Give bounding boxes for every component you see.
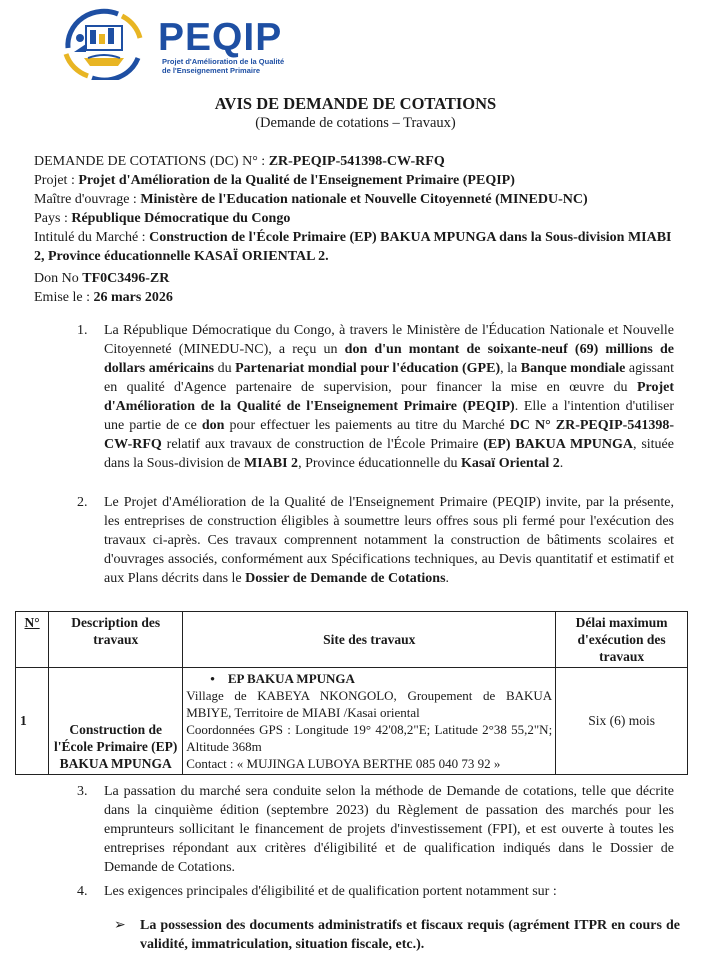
meta-dc-value: ZR-PEQIP-541398-CW-RFQ (268, 154, 445, 169)
paragraph-4-text: Les exigences principales d'éligibilité et de qualification portent notamment sur : (104, 884, 557, 899)
row-site-title-text: EP BAKUA MPUNGA (227, 671, 355, 686)
meta-pays (34, 209, 684, 228)
paragraph-1-number: 1. (77, 323, 88, 338)
row-site-line1: Village de KABEYA NKONGOLO, Groupement de BAKUA MBIYE, Territoire de MIABI /Kasai oriental (186, 688, 553, 720)
p1-text: du (214, 361, 236, 376)
p1-text: relatif aux travaux de construction de l'École Primaire (161, 437, 484, 452)
meta-pays-value: République Démocratique du Congo (71, 211, 291, 226)
row-site-line3: Contact : « MUJINGA LUBOYA BERTHE 085 040 73 92 » (186, 756, 501, 771)
meta-projet (34, 171, 684, 190)
meta-intitule-label: Intitulé du Marché : (34, 230, 150, 245)
p1-bold: don (201, 418, 225, 433)
meta-don-label: Don No (34, 271, 83, 286)
requirement-bullet-text: La possession des documents administratifs et fiscaux requis (agrément ITPR en cours de validité, immatriculation, situation fiscale, etc.). (140, 918, 680, 952)
p1-bold: DC N° ZR-PEQIP-541398-CW-RFQ (104, 418, 674, 452)
p1-bold: don d'un montant de soixante-neuf (69) millions de dollars américains (104, 342, 674, 376)
meta-pays-label: Pays : (34, 211, 72, 226)
meta-emise-value: 26 mars 2026 (93, 290, 173, 305)
p1-bold: Kasaï Oriental 2 (460, 456, 560, 471)
p2-text: Le Projet d'Amélioration de la Qualité de l'Enseignement Primaire (PEQIP) invite, par la présente, les entreprises de construction éligibles à soumettre leurs offres sous pli fermé pour l'exécution des travaux ci-après. Ces travaux comprennent notamment la construction de bâtiments scolaires et d'ouvrages associés, conformément aux Spécifications techniques, au Devis quantitatif et estimatif et aux Plans décrits dans le (104, 495, 674, 586)
p1-text: . Elle a l'intention d'utiliser une partie de ce (104, 399, 674, 433)
document-subtitle: (Demande de cotations – Travaux) (255, 115, 456, 131)
p1-bold: Partenariat mondial pour l'éducation (GPE) (235, 361, 501, 376)
meta-maitre-value: Ministère de l'Education nationale et Nouvelle Citoyenneté (MINEDU-NC) (140, 192, 588, 207)
paragraph-2-number: 2. (77, 495, 88, 510)
header-delay: Délai maximum d'exécution des travaux (556, 612, 688, 668)
header-site: Site des travaux (183, 612, 556, 668)
row-site (183, 668, 556, 775)
meta-projet-label: Projet : (34, 173, 79, 188)
row-num: 1 (16, 668, 49, 775)
p1-text: . (559, 456, 564, 471)
p1-bold: (EP) BAKUA MPUNGA (483, 437, 633, 452)
p1-text: agissant en qualité d'Agence partenaire de supervision, pour financer la mise en œuvre du (104, 361, 675, 395)
header-num: N° (16, 612, 49, 668)
logo-wordmark: PEQIP (158, 16, 283, 59)
table-header-row (16, 612, 688, 668)
meta-dc-label: DEMANDE DE COTATIONS (DC) N° : (34, 154, 269, 169)
p2-bold: Dossier de Demande de Cotations (245, 571, 446, 586)
row-site-line2: Coordonnées GPS : Longitude 19° 42'08,2"E; Latitude 2°38 55,2"N; Altitude 368m (186, 722, 553, 754)
meta-intitule-value: Construction de l'École Primaire (EP) BAKUA MPUNGA dans la Sous-division MIABI 2, Province éducationnelle KASAÏ ORIENTAL 2. (34, 230, 672, 264)
header-description: Description des travaux (49, 612, 183, 668)
paragraph-4 (77, 882, 674, 901)
row-description: Construction de l'École Primaire (EP) BAKUA MPUNGA (49, 668, 183, 775)
logo-subtitle-line1: Projet d'Amélioration de la Qualité (162, 57, 285, 66)
meta-intitule (34, 228, 684, 266)
meta-emise (34, 288, 684, 307)
meta-block (34, 152, 684, 307)
p1-text: , Province éducationnelle du (298, 456, 461, 471)
meta-emise-label: Emise le : (34, 290, 94, 305)
paragraph-3 (77, 782, 674, 877)
p1-text: , située dans la Sous-division de (104, 437, 674, 471)
paragraph-3-number: 3. (77, 784, 88, 799)
meta-projet-value: Projet d'Amélioration de la Qualité de l'Enseignement Primaire (PEQIP) (78, 173, 515, 188)
table-row (16, 668, 688, 775)
meta-don-value: TF0C3496-ZR (82, 271, 170, 286)
row-delay: Six (6) mois (556, 668, 688, 775)
logo-subtitle-line2: de l'Enseignement Primaire (162, 65, 261, 75)
p1-bold: MIABI 2 (244, 456, 299, 471)
p1-text: , la (500, 361, 521, 376)
requirement-bullet (114, 916, 680, 954)
works-table (15, 611, 688, 775)
p2-text: . (445, 571, 450, 586)
paragraph-1 (77, 321, 675, 473)
p1-bold: Banque mondiale (520, 361, 626, 376)
p1-text: La République Démocratique du Congo, à travers le Ministère de l'Éducation Nationale et Nouvelle Citoyenneté (MINEDU-NC), a reçu un (104, 323, 674, 357)
peqip-logo-emblem-icon (58, 8, 150, 80)
document-title: AVIS DE DEMANDE DE COTATIONS (214, 94, 497, 113)
p1-text: pour effectuer les paiements au titre du Marché (224, 418, 510, 433)
arrow-bullet-icon: ➢ (114, 918, 126, 933)
paragraph-2 (77, 493, 674, 588)
p1-bold: Projet d'Amélioration de la Qualité de l'Enseignement Primaire (PEQIP) (104, 380, 674, 414)
meta-maitre-label: Maître d'ouvrage : (34, 192, 141, 207)
peqip-logo (58, 4, 288, 84)
logo-subtitle (162, 58, 284, 75)
meta-maitre (34, 190, 684, 209)
meta-dc (34, 152, 684, 171)
meta-don (34, 269, 684, 288)
paragraph-4-number: 4. (77, 884, 88, 899)
row-site-title: • EP BAKUA MPUNGA (210, 671, 355, 686)
paragraph-3-text: La passation du marché sera conduite selon la méthode de Demande de cotations, telle que décrite dans la cinquième édition (septembre 2023) du Règlement de passation des marchés pour les emprunteurs sollicitant le financement de projets d'investissement (FPI), et est ouverte à toutes les entreprises répondant aux critères d'éligibilité et de qualification indiqués dans le Dossier de Demande de Cotations. (104, 784, 674, 875)
